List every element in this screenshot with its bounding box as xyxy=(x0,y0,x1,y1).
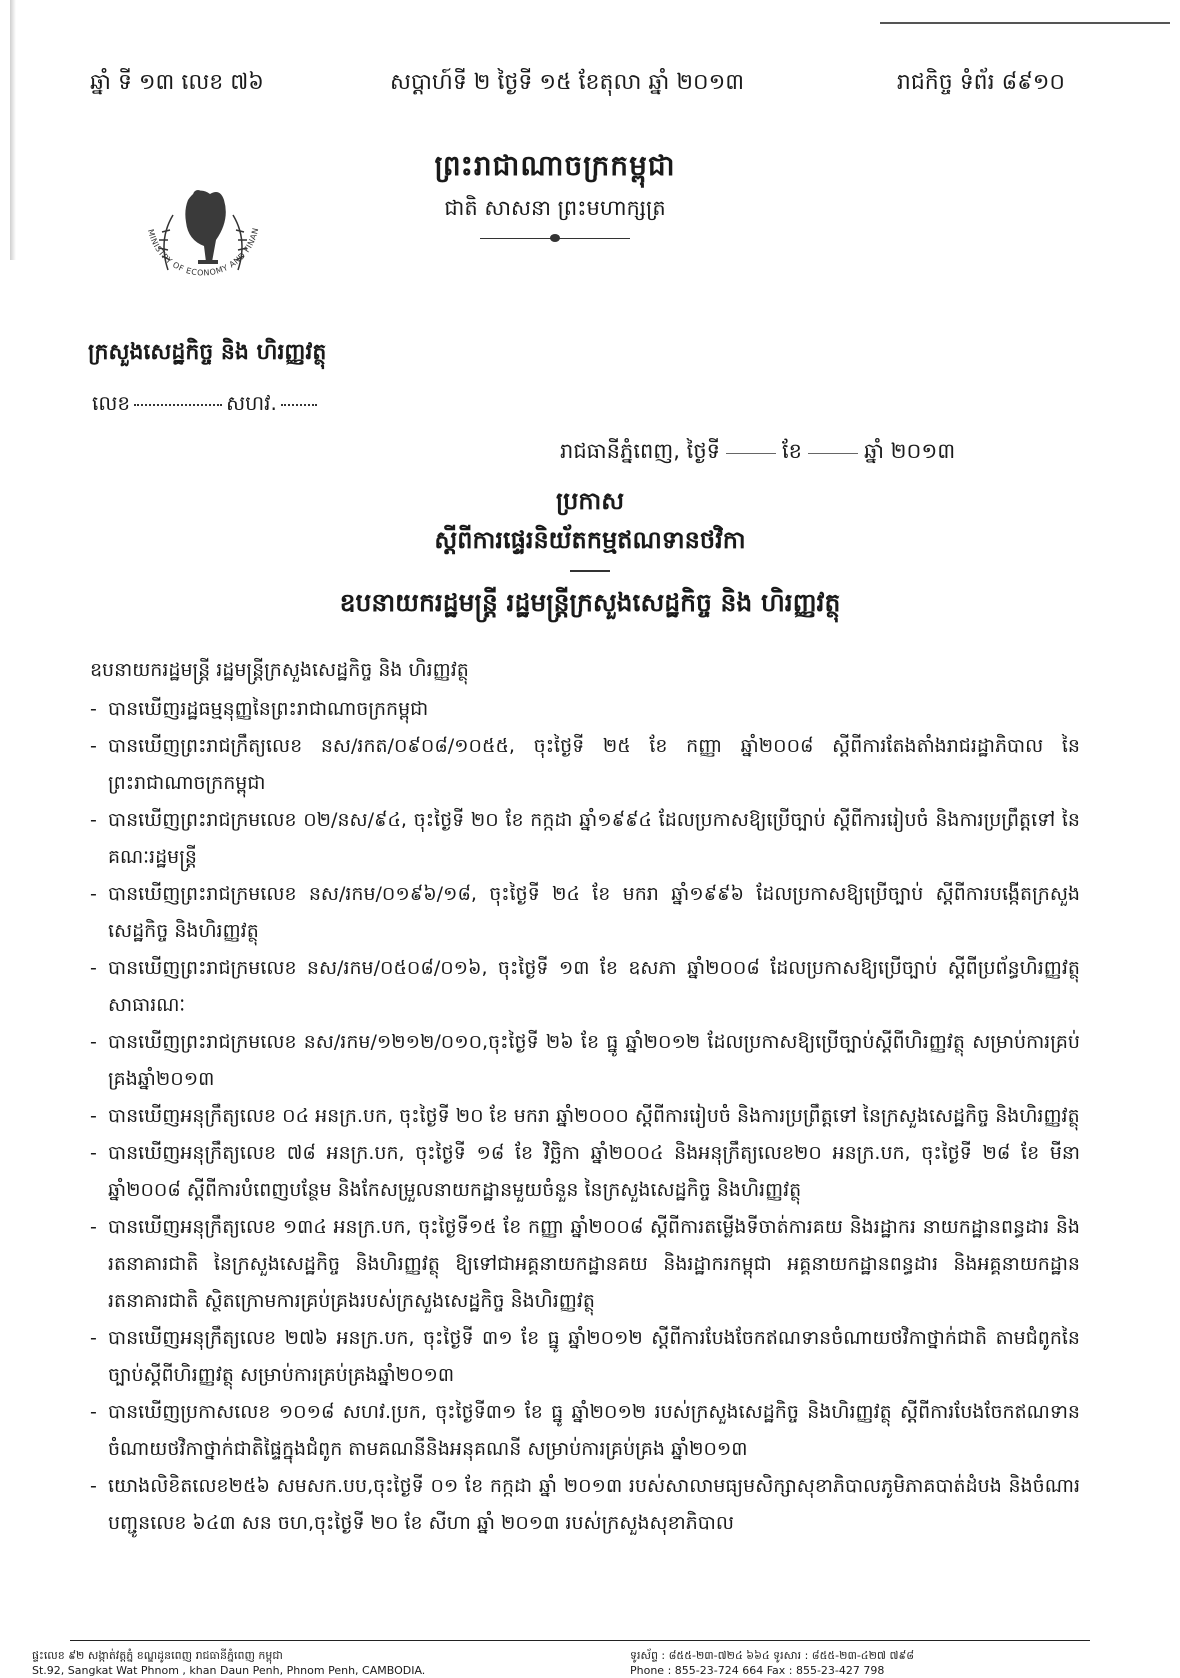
issue-date-line xyxy=(560,438,955,469)
date-year: ឆ្នាំ ២០១៣ xyxy=(863,439,956,463)
handwritten-month xyxy=(808,453,858,454)
legal-basis-item: - បានឃើញប្រកាសលេខ ១០១៨ សហវ.ប្រក, ចុះថ្ងៃទី៣១ ខែ ធ្នូ ឆ្នាំ២០១២ របស់ក្រសួងសេដ្ឋកិច្ច និងហិរញ្ញវត្ថុ ស្តីពីការបែងចែកឥណទានចំណាយថវិកាថ្នាក់ជាតិផ្ទៃក្នុងជំពូក តាមគណនីនិងអនុគណនី សម្រាប់ការគ្រប់គ្រង ឆ្នាំ២០១៣ xyxy=(90,1394,1080,1468)
ref-label: លេខ xyxy=(92,391,131,415)
announcement-divider xyxy=(570,570,610,572)
scan-edge-top xyxy=(880,22,1170,24)
announcement-heading xyxy=(0,486,1180,572)
gazette-issue: ឆ្នាំ ទី ១៣ លេខ ៧៦ xyxy=(90,70,264,95)
date-month-label: ខែ xyxy=(781,439,802,463)
ministry-seal-icon xyxy=(128,160,278,310)
legal-basis-item: - បានឃើញអនុក្រឹត្យលេខ ៧៨ អនក្រ.បក, ចុះថ្ងៃទី ១៨ ខែ វិច្ឆិកា ឆ្នាំ២០០៤ និងអនុក្រឹត្យលេខ២០ អនក្រ.បក, ចុះថ្ងៃទី ២៨ ខែ មីនា ឆ្នាំ២០០៨ ស្តីពីការបំពេញបន្ថែម និងកែសម្រួលនាយកដ្ឋានមួយចំនួន នៃក្រសួងសេដ្ឋកិច្ច និងហិរញ្ញវត្ថុ xyxy=(90,1135,1080,1209)
ref-dots-short xyxy=(281,404,317,406)
reference-number xyxy=(92,390,321,420)
ministry-name: ក្រសួងសេដ្ឋកិច្ច និង ហិរញ្ញវត្ថុ xyxy=(88,340,327,365)
legal-basis-item: - បានឃើញព្រះរាជក្រមលេខ នស/រកម/០១៩៦/១៨, ចុះថ្ងៃទី ២៤ ខែ មករា ឆ្នាំ១៩៩៦ ដែលប្រកាសឱ្យប្រើច្បាប់ ស្តីពីការបង្កើតក្រសួងសេដ្ឋកិច្ច និងហិរញ្ញវត្ថុ xyxy=(90,876,1080,950)
legal-basis-item: - បានឃើញព្រះរាជក្រមលេខ ០២/នស/៩៤, ចុះថ្ងៃទី ២០ ខែ កក្កដា ឆ្នាំ១៩៩៤ ដែលប្រកាសឱ្យប្រើច្បាប់ ស្តីពីការរៀបចំ និងការប្រព្រឹត្តទៅ នៃគណៈរដ្ឋមន្ត្រី xyxy=(90,802,1080,876)
legal-basis-item: - បានឃើញអនុក្រឹត្យលេខ ២៧៦ អនក្រ.បក, ចុះថ្ងៃទី ៣១ ខែ ធ្នូ ឆ្នាំ២០១២ ស្តីពីការបែងចែកឥណទានចំណាយថវិកាថ្នាក់ជាតិ តាមជំពូកនៃច្បាប់ស្តីពីហិរញ្ញវត្ថុ សម្រាប់ការគ្រប់គ្រងឆ្នាំ២០១៣ xyxy=(90,1320,1080,1394)
ministry-seal xyxy=(128,160,278,310)
issuer-title: ឧបនាយករដ្ឋមន្ត្រី រដ្ឋមន្ត្រីក្រសួងសេដ្ឋកិច្ច និង ហិរញ្ញវត្ថុ xyxy=(339,588,841,617)
kingdom-motto: ជាតិ សាសនា ព្រះមហាក្សត្រ xyxy=(444,196,666,220)
ref-dots xyxy=(134,404,222,406)
handwritten-day xyxy=(726,453,776,454)
legal-basis-item: - បានឃើញអនុក្រឹត្យលេខ ០៤ អនក្រ.បក, ចុះថ្ងៃទី ២០ ខែ មករា ឆ្នាំ២០០០ ស្តីពីការរៀបចំ និងការប្រព្រឹត្តទៅ នៃក្រសួងសេដ្ឋកិច្ច និងហិរញ្ញវត្ថុ xyxy=(90,1098,1080,1135)
ornament-divider xyxy=(480,232,630,244)
legal-basis-item: - បានឃើញព្រះរាជក្រមលេខ នស/រកម/០៥០៨/០១៦, ចុះថ្ងៃទី ១៣ ខែ ឧសភា ឆ្នាំ២០០៨ ដែលប្រកាសឱ្យប្រើច្បាប់ ស្តីពីប្រព័ន្ធហិរញ្ញវត្ថុសាធារណៈ xyxy=(90,950,1080,1024)
footer-divider xyxy=(70,1640,1090,1641)
legal-basis-item: - បានឃើញរដ្ឋធម្មនុញ្ញនៃព្រះរាជាណាចក្រកម្ពុជា xyxy=(90,691,1080,728)
ref-suffix: សហវ. xyxy=(226,391,277,415)
contact-khmer: ទូរស័ព្ទ : ៨៥៥-២៣-៧២៤ ៦៦៤ ទូរសារ : ៨៥៥-២៣-៤២៧ ៧៩៨ xyxy=(630,1649,915,1662)
opening-line: ឧបនាយករដ្ឋមន្ត្រី រដ្ឋមន្ត្រីក្រសួងសេដ្ឋកិច្ច និង ហិរញ្ញវត្ថុ xyxy=(90,659,469,681)
gazette-page-number: រាជកិច្ច ទំព័រ ៨៩១០ xyxy=(896,70,1065,95)
legal-basis-list xyxy=(90,691,1080,1542)
legal-basis-item: - បានឃើញព្រះរាជក្រមលេខ នស/រកម/១២១២/០១០,ចុះថ្ងៃទី ២៦ ខែ ធ្នូ ឆ្នាំ២០១២ ដែលប្រកាសឱ្យប្រើច្បាប់ស្តីពីហិរញ្ញវត្ថុ សម្រាប់ការគ្រប់គ្រងឆ្នាំ២០១៣ xyxy=(90,1024,1080,1098)
address-khmer: ផ្ទះលេខ ៩២ សង្កាត់វត្តភ្នំ ខណ្ឌដូនពេញ រាជធានីភ្នំពេញ កម្ពុជា xyxy=(32,1649,283,1662)
gazette-date: សប្តាហ៍ទី ២ ថ្ងៃទី ១៥ ខែតុលា ឆ្នាំ ២០១៣ xyxy=(390,70,745,95)
announcement-subject: ស្តីពីការផ្ទេរនិយ័តកម្មឥណទានថវិកា xyxy=(434,526,746,554)
footer-address xyxy=(32,1648,425,1678)
legal-basis-item: - បានឃើញអនុក្រឹត្យលេខ ១៣៤ អនក្រ.បក, ចុះថ្ងៃទី១៥ ខែ កញ្ញា ឆ្នាំ២០០៨ ស្តីពីការតម្លើងទីចាត់ការគយ និងរដ្ឋាករ នាយកដ្ឋានពន្ធដារ និងរតនាគារជាតិ នៃក្រសួងសេដ្ឋកិច្ច និងហិរញ្ញវត្ថុ ឱ្យទៅជាអគ្គនាយកដ្ឋានគយ និងរដ្ឋាករកម្ពុជា អគ្គនាយកដ្ឋានពន្ធដារ និងអគ្គនាយកដ្ឋានរតនាគារជាតិ ស្ថិតក្រោមការគ្រប់គ្រងរបស់ក្រសួងសេដ្ឋកិច្ច និងហិរញ្ញវត្ថុ xyxy=(90,1209,1080,1320)
address-english: St.92, Sangkat Wat Phnom , khan Daun Penh, Phnom Penh, CAMBODIA. xyxy=(32,1664,426,1677)
kingdom-heading xyxy=(395,148,715,244)
date-prefix: រាជធានីភ្នំពេញ, ថ្ងៃទី xyxy=(560,439,720,463)
legal-basis-item: - បានឃើញព្រះរាជក្រឹត្យលេខ នស/រកត/០៩០៨/១០៥៥, ចុះថ្ងៃទី ២៥ ខែ កញ្ញា ឆ្នាំ២០០៨ ស្តីពីការតែងតាំងរាជរដ្ឋាភិបាល នៃព្រះរាជាណាចក្រកម្ពុជា xyxy=(90,728,1080,802)
contact-english: Phone : 855-23-724 664 Fax : 855-23-427 798 xyxy=(630,1664,885,1677)
announcement-type: ប្រកាស xyxy=(555,487,625,515)
seal-text: MINISTRY OF ECONOMY AND FINAN xyxy=(145,226,261,278)
kingdom-title: ព្រះរាជាណាចក្រកម្ពុជា xyxy=(434,149,676,182)
document-body xyxy=(90,652,1080,1542)
gazette-header xyxy=(90,68,1065,104)
footer-contact xyxy=(630,1648,914,1678)
legal-basis-item: - យោងលិខិតលេខ២៥៦ សមសក.បប,ចុះថ្ងៃទី ០១ ខែ កក្កដា ឆ្នាំ ២០១៣ របស់សាលាមធ្យមសិក្សាសុខាភិបាលភូមិភាគបាត់ដំបង និងចំណារបញ្ជូនលេខ ៦៤៣ សន ចហ,ចុះថ្ងៃទី ២០ ខែ សីហា ឆ្នាំ ២០១៣ របស់ក្រសួងសុខាភិបាល xyxy=(90,1468,1080,1542)
scan-edge-left xyxy=(10,0,16,260)
